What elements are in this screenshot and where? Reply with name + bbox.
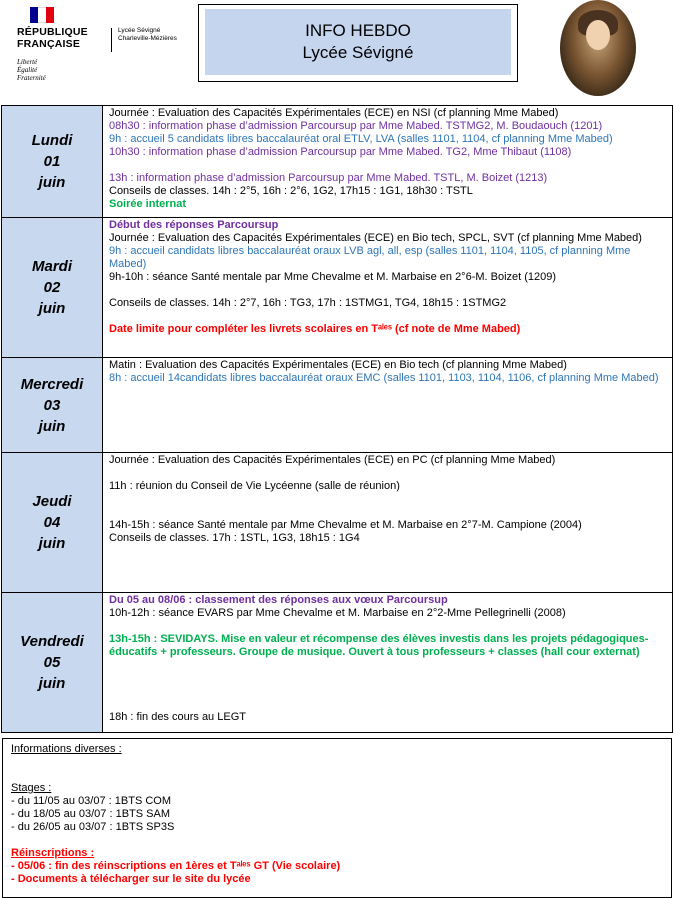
day-label: Vendredi 05 juin: [2, 593, 103, 733]
day-label: Jeudi 04 juin: [2, 453, 103, 593]
spacer: [109, 506, 668, 519]
day-content: [103, 106, 673, 218]
spacer: [109, 284, 668, 297]
schedule-line: Soirée internat: [109, 198, 187, 210]
republic-flag-logo: [30, 7, 54, 23]
schedule-line: 08h30 : information phase d’admission Parcoursup par Mme Mabed. TSTMG2, M. Boudaouch (1201): [109, 120, 603, 132]
portrait-face: [586, 20, 610, 50]
schedule-line: 13h-15h : SEVIDAYS. Mise en valeur et récompense des élèves investis dans les projets pédagogiques-éducatifs + professeurs. Groupe de musique. Ouvert à tous professeurs + classes (hall cour externat): [109, 633, 649, 658]
spacer: [109, 493, 668, 506]
day-label: Mercredi 03 juin: [2, 358, 103, 453]
schedule-line: Conseils de classes. 14h : 2°7, 16h : TG3, 17h : 1STMG1, TG4, 18h15 : 1STMG2: [109, 297, 507, 309]
schedule-line: Journée : Evaluation des Capacités Expérimentales (ECE) en Bio tech, SPCL, SVT (cf planning Mme Mabed): [109, 232, 642, 244]
schedule-line: Conseils de classes. 17h : 1STL, 1G3, 18h15 : 1G4: [109, 532, 360, 544]
schedule-line: 8h : accueil 14candidats libres baccalauréat oraux EMC (salles 1101, 1103, 1104, 1106, cf planning Mme Mabed): [109, 372, 659, 384]
schedule-line: Début des réponses Parcoursup: [109, 219, 279, 231]
stage-item: - du 26/05 au 03/07 : 1BTS SP3S: [11, 821, 175, 833]
republic-motto: Liberté Égalité Fraternité: [17, 58, 46, 82]
day-content: [103, 358, 673, 453]
schedule-line: 9h : accueil 5 candidats libres baccalauréat oral ETLV, LVA (salles 1101, 1104, cf planning Mme Mabed): [109, 133, 613, 145]
schedule-line: 10h30 : information phase d’admission Parcoursup par Mme Mabed. TG2, Mme Thibaut (1108): [109, 146, 572, 158]
title-box: [205, 9, 511, 75]
day-row-friday: [2, 593, 673, 733]
info-heading: Informations diverses :: [11, 743, 122, 755]
logo-divider: [111, 28, 112, 52]
reinscriptions-title: Réinscriptions :: [11, 847, 95, 859]
weekly-schedule-table: [1, 105, 673, 733]
spacer: [109, 310, 668, 323]
day-row-wednesday: [2, 358, 673, 453]
schedule-line: 18h : fin des cours au LEGT: [109, 711, 246, 723]
day-row-thursday: [2, 453, 673, 593]
schedule-line: Du 05 au 08/06 : classement des réponses aux vœux Parcoursup: [109, 594, 448, 606]
spacer: [109, 672, 668, 685]
day-label: Lundi 01 juin: [2, 106, 103, 218]
spacer: [109, 659, 668, 672]
school-small-label: Lycée Sévigné Charleville-Mézières: [118, 27, 177, 42]
day-content: [103, 218, 673, 358]
spacer: [109, 620, 668, 633]
page-subtitle: Lycée Sévigné: [302, 43, 414, 62]
schedule-line: 9h-10h : séance Santé mentale par Mme Chevalme et M. Marbaise en 2°6-M. Boizet (1209): [109, 271, 557, 283]
schedule-line: Journée : Evaluation des Capacités Expérimentales (ECE) en PC (cf planning Mme Mabed): [109, 454, 556, 466]
page-title: INFO HEBDO: [305, 21, 411, 40]
day-content: [103, 453, 673, 593]
stages-title: Stages :: [11, 782, 52, 794]
schedule-line: 9h : accueil candidats libres baccalauréat oraux LVB agl, all, esp (salles 1101, 1104, 1105, cf planning Mme Mabed): [109, 245, 631, 270]
schedule-line: Journée : Evaluation des Capacités Expérimentales (ECE) en NSI (cf planning Mme Mabed): [109, 107, 559, 119]
schedule-line: Date limite pour compléter les livrets scolaires en Tᵃˡᵉˢ (cf note de Mme Mabed): [109, 323, 521, 335]
schedule-line: Conseils de classes. 14h : 2°5, 16h : 2°6, 1G2, 17h15 : 1G1, 18h30 : TSTL: [109, 185, 473, 197]
day-row-monday: [2, 106, 673, 218]
schedule-line: Matin : Evaluation des Capacités Expérimentales (ECE) en Bio tech (cf planning Mme Mabed): [109, 359, 567, 371]
day-content: [103, 593, 673, 733]
schedule-line: 13h : information phase d’admission Parcoursup par Mme Mabed. TSTL, M. Boizet (1213): [109, 172, 548, 184]
republic-name: RÉPUBLIQUE FRANÇAISE: [17, 26, 88, 50]
reinscription-item: - 05/06 : fin des réinscriptions en 1ères et Tᵃˡᵉˢ GT (Vie scolaire): [11, 860, 341, 872]
spacer: [109, 467, 668, 480]
reinscription-item: - Documents à télécharger sur le site du lycée: [11, 873, 251, 885]
info-box: [2, 738, 672, 898]
spacer: [109, 685, 668, 698]
schedule-line: 11h : réunion du Conseil de Vie Lycéenne (salle de réunion): [109, 480, 400, 492]
day-row-tuesday: [2, 218, 673, 358]
day-label: Mardi 02 juin: [2, 218, 103, 358]
schedule-line: 10h-12h : séance EVARS par Mme Chevalme et M. Marbaise en 2°2-Mme Pellegrinelli (2008): [109, 607, 566, 619]
spacer: [109, 159, 668, 172]
spacer: [109, 698, 668, 711]
stage-item: - du 11/05 au 03/07 : 1BTS COM: [11, 795, 171, 807]
stage-item: - du 18/05 au 03/07 : 1BTS SAM: [11, 808, 170, 820]
schedule-line: 14h-15h : séance Santé mentale par Mme Chevalme et M. Marbaise en 2°7-M. Campione (2004): [109, 519, 582, 531]
